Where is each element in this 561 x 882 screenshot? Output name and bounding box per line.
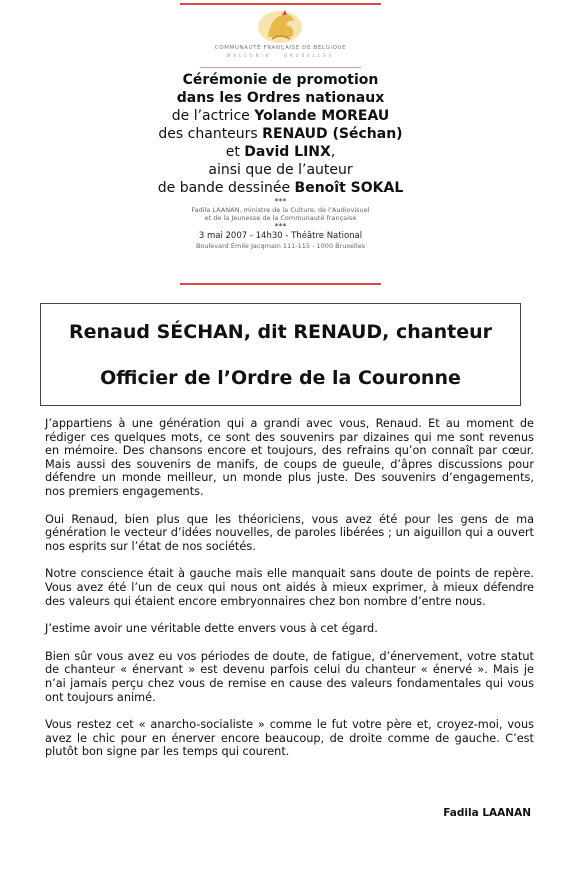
- honoree-box: [40, 303, 521, 406]
- speech-paragraph: Bien sûr vous avez eu vos périodes de doute, de fatigue, d’énervement, votre statut de chanteur « énervant » est devenu parfois celui du chanteur « énervé ». Mais je n’ai jamais perçu chez vous de remise en cause des valeurs fondamentales qui vous ont toujours animé.: [45, 649, 534, 704]
- speech-paragraph: J’estime avoir une véritable dette envers vous à cet égard.: [45, 622, 378, 636]
- title-line: ainsi que de l’auteur: [208, 162, 353, 178]
- speech-paragraph: J’appartiens à une génération qui a grandi avec vous, Renaud. Et au moment de rédiger ces quelques mots, ce sont des souvenirs par dizaines qui me sont revenus en mémoire. Des chansons encore et toujours, des refrains qu’on connaît par cœur. Mais aussi des souvenirs de manifs, de coups de gueule, d’âpres discussions pour défendre un monde meilleur, un monde plus juste. Des souvenirs d’engagements, nos premiers engagements.: [45, 417, 534, 498]
- organization-subtitle: WALLONIE · BRUXELLES: [226, 53, 335, 58]
- organization-name: COMMUNAUTÉ FRANÇAISE DE BELGIQUE: [214, 45, 347, 51]
- host-line: Fadila LAANAN, ministre de la Culture, de l’Audiovisuel: [191, 206, 370, 214]
- speech-paragraph: Notre conscience était à gauche mais elle manquait sans doute de points de repère. Vous avez été l’un de ceux qui nous ont aidés à mieux exprimer, à mieux défendre des valeurs qui étaient encore embryonnaires chez bon nombre d’entre nous.: [45, 567, 534, 608]
- separator-stars: ***: [274, 222, 287, 231]
- speech-body: [45, 417, 534, 773]
- title-line: dans les Ordres nationaux: [176, 90, 385, 106]
- title-line: de bande dessinée Benoît SOKAL: [157, 180, 404, 196]
- rooster-emblem-icon: [252, 7, 308, 47]
- title-line: et David LINX,: [225, 144, 336, 160]
- banner-divider: [200, 67, 361, 68]
- separator-stars: ***: [274, 197, 287, 206]
- event-banner: [157, 3, 404, 285]
- speech-paragraph: Vous restez cet « anarcho-socialiste » comme le fut votre père et, croyez-moi, vous avez le chic pour en énerver encore beaucoup, de droite comme de gauche. C’est plutôt bon signe par les temps qui courent.: [45, 718, 534, 759]
- signature: Fadila LAANAN: [443, 807, 531, 819]
- title-line: des chanteurs RENAUD (Séchan): [158, 126, 403, 142]
- honoree-rank: Officier de l’Ordre de la Couronne: [100, 367, 461, 389]
- host-line: et de la Jeunesse de la Communauté française: [204, 214, 357, 222]
- title-line: Cérémonie de promotion: [182, 72, 379, 88]
- honoree-name: Renaud SÉCHAN, dit RENAUD, chanteur: [68, 321, 493, 343]
- event-date: 3 mai 2007 - 14h30 - Théâtre National: [198, 231, 363, 241]
- speech-paragraph: Oui Renaud, bien plus que les théoriciens, vous avez été pour les gens de ma génération le vecteur d’idées nouvelles, de paroles libérées ; un aiguillon qui a ouvert nos esprits sur l’état de nos sociétés.: [45, 512, 534, 553]
- event-address: Boulevard Émile Jacqmain 111-115 - 1000 Bruxelles: [195, 242, 366, 250]
- title-line: de l’actrice Yolande MOREAU: [171, 108, 390, 124]
- ceremony-title: [140, 71, 421, 250]
